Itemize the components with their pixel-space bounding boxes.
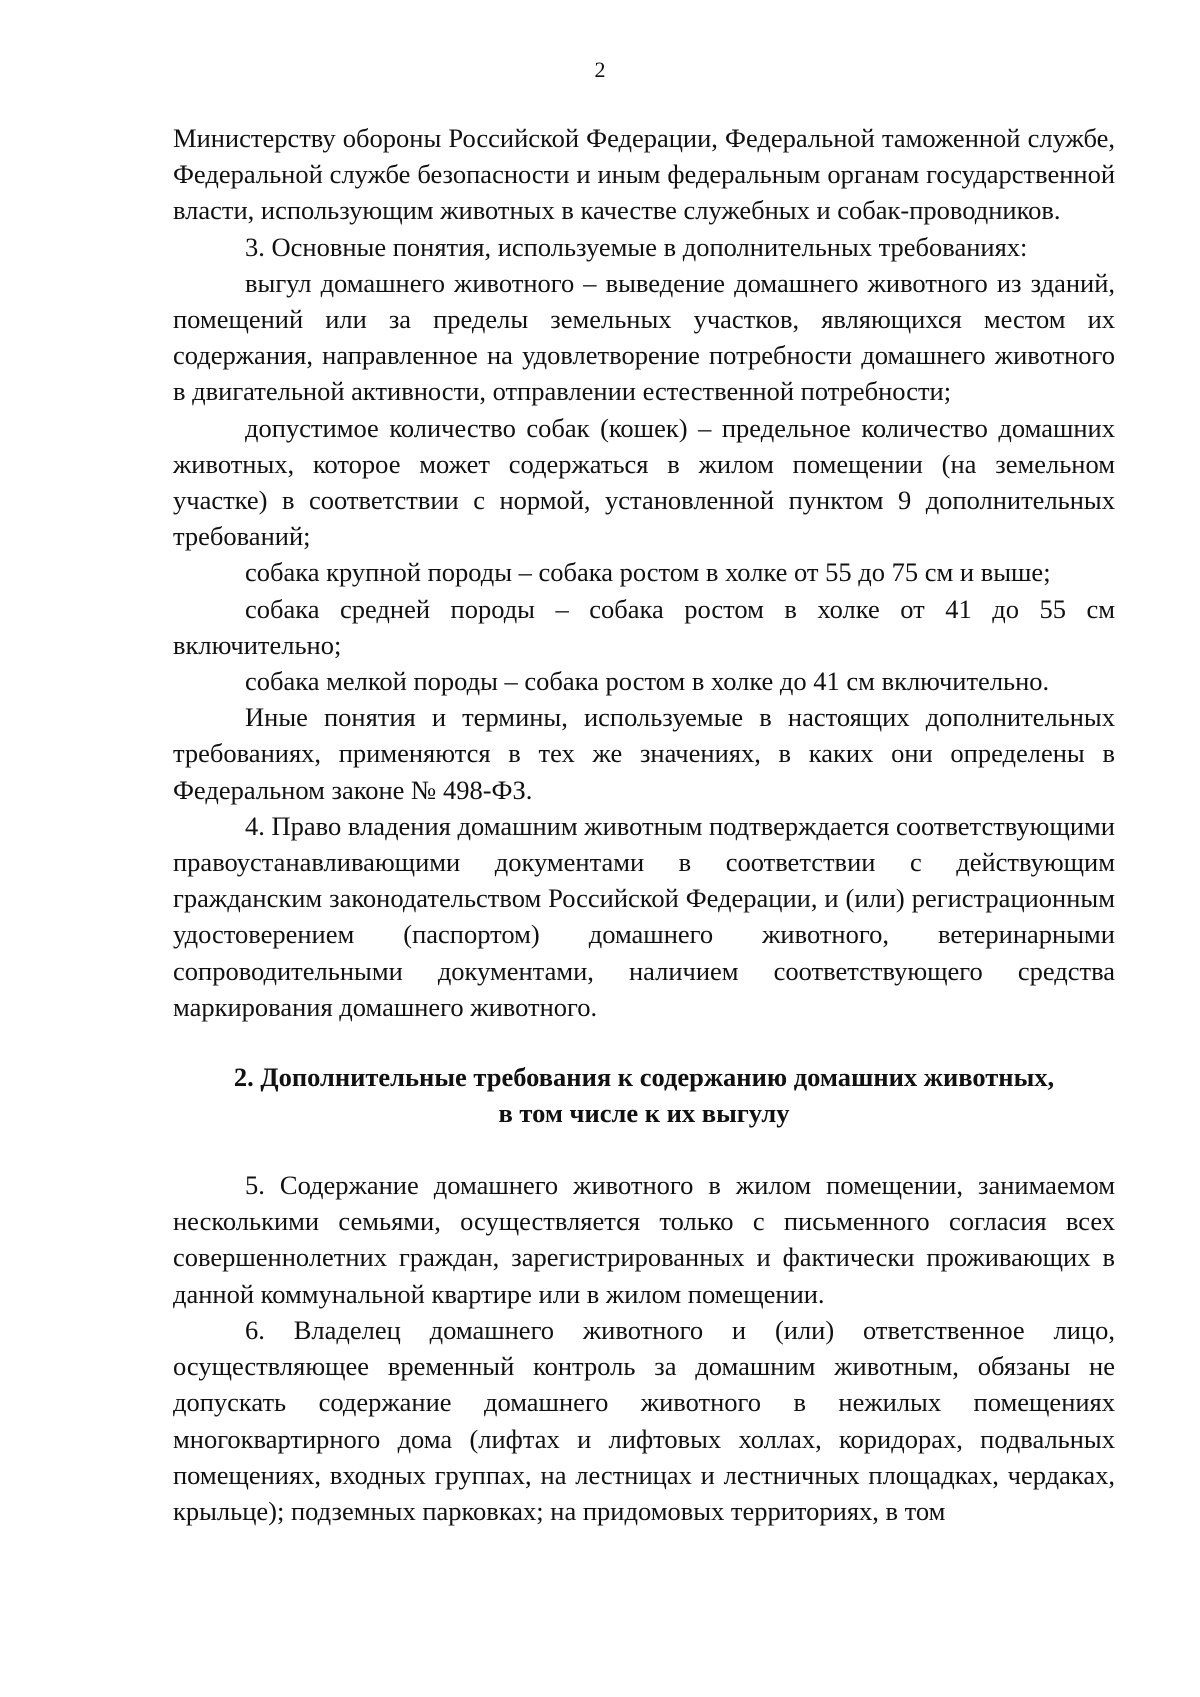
paragraph-continuation: Министерству обороны Российской Федерации, Федеральной таможенной службе, Федеральной службе безопасности и иным федеральным органам государственной власти, использующим животных в качестве служебных и собак-проводников.	[173, 123, 1115, 226]
section-heading-line-1: 2. Дополнительные требования к содержанию домашних животных,	[233, 1062, 1055, 1093]
paragraph-other-terms: Иные понятия и термины, используемые в настоящих дополнительных требованиях, применяются в тех же значениях, в каких они определены в Федеральном законе № 498-ФЗ.	[173, 702, 1115, 805]
definition-medium-breed: собака средней породы – собака ростом в холке от 41 до 55 см включительно;	[173, 593, 1115, 660]
paragraph-item-4: 4. Право владения домашним животным подтверждается соответствующими правоустанавливающими документами в соответствии с действующим гражданским законодательством Российской Федерации, и (или) регистрационным удостоверением (паспортом) домашнего животного, ветеринарными сопроводительными документами, наличием соответствующего средства маркирования домашнего животного.	[173, 810, 1115, 1022]
definition-allowed-count: допустимое количество собак (кошек) – предельное количество домашних животных, которое может содержаться в жилом помещении (на земельном участке) в соответствии с нормой, установленной пунктом 9 дополнительных требований;	[173, 412, 1115, 552]
paragraph-item-5: 5. Содержание домашнего животного в жилом помещении, занимаемом несколькими семьями, осуществляется только с письменного согласия всех совершеннолетних граждан, зарегистрированных и фактически проживающих в данной коммунальной квартире или в жилом помещении.	[173, 1170, 1115, 1309]
document-body	[173, 120, 1115, 1529]
definition-large-breed: собака крупной породы – собака ростом в холке от 55 до 75 см и выше;	[245, 557, 1051, 588]
definition-walking: выгул домашнего животного – выведение домашнего животного из зданий, помещений или за пределы земельных участков, являющихся местом их содержания, направленное на удовлетворение потребности домашнего животного в двигательной активности, отправлении естественной потребности;	[173, 267, 1115, 407]
paragraph-item-6: 6. Владелец домашнего животного и (или) ответственное лицо, осуществляющее временный контроль за домашним животным, обязаны не допускать содержание домашнего животного в нежилых помещениях многоквартирного дома (лифтах и лифтовых холлах, коридорах, подвальных помещениях, входных группах, на лестницах и лестничных площадках, чердаках, крыльце); подземных парковках; на придомовых территориях, в том	[173, 1314, 1115, 1526]
definition-small-breed: собака мелкой породы – собака ростом в холке до 41 см включительно.	[245, 666, 1050, 697]
section-heading-line-2: в том числе к их выгулу	[498, 1098, 790, 1129]
page-number: 2	[594, 57, 606, 82]
paragraph-item-3-heading: 3. Основные понятия, используемые в дополнительных требованиях:	[245, 231, 1028, 262]
section-heading	[173, 1059, 1115, 1131]
